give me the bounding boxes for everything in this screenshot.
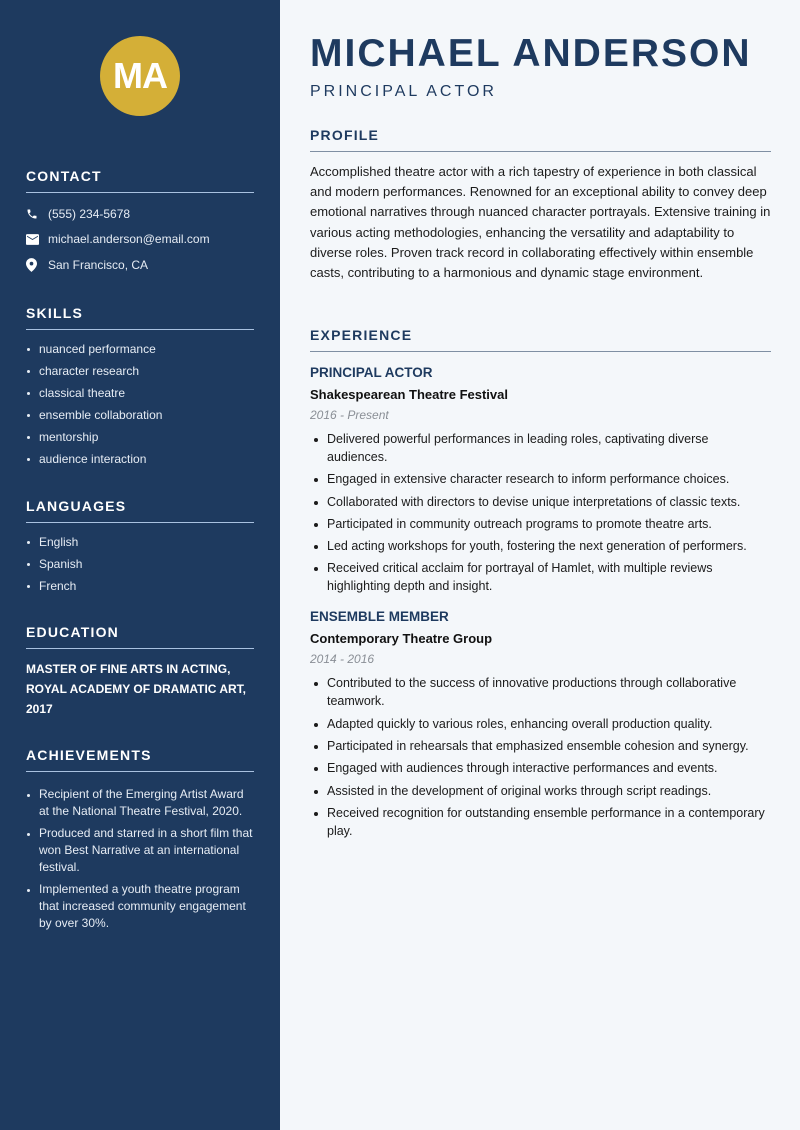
skill-item: nuanced performance — [26, 338, 254, 360]
job-company: Contemporary Theatre Group — [310, 631, 493, 647]
contact-location — [26, 252, 254, 278]
job-bullet: Collaborated with directors to devise unique interpretations of classic texts. — [310, 493, 771, 511]
languages-list — [26, 531, 254, 597]
skill-item: classical theatre — [26, 382, 254, 404]
contact-heading: CONTACT — [26, 168, 254, 193]
achievements-section — [26, 747, 254, 937]
job-company: Shakespearean Theatre Festival — [310, 387, 508, 402]
education-heading: EDUCATION — [26, 624, 254, 649]
skill-item: character research — [26, 360, 254, 382]
contact-email-text: michael.anderson@email.com — [48, 232, 210, 247]
job-bullet: Received critical acclaim for portrayal of Hamlet, with multiple reviews highlighting depth and insight. — [310, 559, 771, 595]
achievement-item: Implemented a youth theatre program that increased community engagement by over 30%. — [26, 881, 254, 932]
contact-location-text: San Francisco, CA — [48, 257, 149, 272]
language-item: French — [26, 575, 254, 597]
profile-summary: Accomplished theatre actor with a rich tapestry of experience in both classical and modern performances. Renowned for an exceptional ability to convey deep emotional narratives through nuanced character portrayals. Extensive training in various acting methodologies, enhancing the versatility and adaptability to diverse roles. Proven track record in collaborating effectively within ensemble casts, contributing to a harmonious and dynamic stage environment. — [310, 164, 771, 281]
sidebar — [0, 0, 280, 1130]
language-item: Spanish — [26, 553, 254, 575]
education-section — [26, 624, 254, 719]
job-dates: 2016 - Present — [310, 408, 389, 422]
avatar — [100, 36, 180, 116]
achievements-list — [26, 786, 254, 932]
education-degree: MASTER OF FINE ARTS IN ACTING, ROYAL ACADEMY OF DRAMATIC ART, 2017 — [26, 662, 247, 716]
contact-phone-text: (555) 234-5678 — [48, 206, 131, 221]
job-bullet: Participated in rehearsals that emphasized ensemble cohesion and synergy. — [310, 737, 771, 755]
contact-email — [26, 227, 254, 253]
skills-section — [26, 305, 254, 470]
job-bullet: Delivered powerful performances in leading roles, captivating diverse audiences. — [310, 430, 771, 466]
contact-section — [26, 168, 254, 278]
achievement-item: Recipient of the Emerging Artist Award at the National Theatre Festival, 2020. — [26, 786, 254, 820]
job-dates: 2014 - 2016 — [310, 652, 375, 667]
experience-heading: EXPERIENCE — [310, 327, 771, 352]
candidate-name: MICHAEL ANDERSON — [310, 32, 752, 75]
achievement-item: Produced and starred in a short film that won Best Narrative at an international festival. — [26, 825, 254, 876]
job-bullet: Contributed to the success of innovative productions through collaborative teamwork. — [310, 674, 771, 710]
job-entry — [310, 365, 771, 595]
job-bullet: Engaged in extensive character research to inform performance choices. — [310, 470, 771, 488]
skill-item: mentorship — [26, 426, 254, 448]
candidate-title: PRINCIPAL ACTOR — [310, 83, 497, 100]
job-bullet: Led acting workshops for youth, fostering the next generation of performers. — [310, 537, 771, 555]
phone-icon — [26, 208, 48, 220]
job-title: ENSEMBLE MEMBER — [310, 609, 449, 625]
job-bullet: Adapted quickly to various roles, enhancing overall production quality. — [310, 715, 771, 733]
achievements-heading: ACHIEVEMENTS — [26, 747, 254, 772]
contact-phone — [26, 201, 254, 227]
skills-heading: SKILLS — [26, 305, 254, 330]
job-bullet: Engaged with audiences through interactive performances and events. — [310, 759, 771, 777]
avatar-initials: MA — [113, 55, 167, 96]
languages-heading: LANGUAGES — [26, 498, 254, 523]
skill-item: audience interaction — [26, 448, 254, 470]
skill-item: ensemble collaboration — [26, 404, 254, 426]
language-item: English — [26, 531, 254, 553]
experience-section — [310, 327, 771, 844]
languages-section — [26, 498, 254, 597]
skills-list — [26, 338, 254, 470]
profile-heading: PROFILE — [310, 127, 771, 152]
job-bullets — [310, 430, 771, 595]
job-bullet: Participated in community outreach programs to promote theatre arts. — [310, 515, 771, 533]
job-title: PRINCIPAL ACTOR — [310, 365, 433, 380]
job-bullet: Assisted in the development of original works through script readings. — [310, 782, 771, 800]
job-entry — [310, 609, 771, 839]
location-pin-icon — [26, 258, 48, 272]
job-bullets — [310, 674, 771, 839]
profile-section — [310, 127, 771, 283]
job-bullet: Received recognition for outstanding ensemble performance in a contemporary play. — [310, 804, 771, 840]
email-icon — [26, 234, 48, 245]
